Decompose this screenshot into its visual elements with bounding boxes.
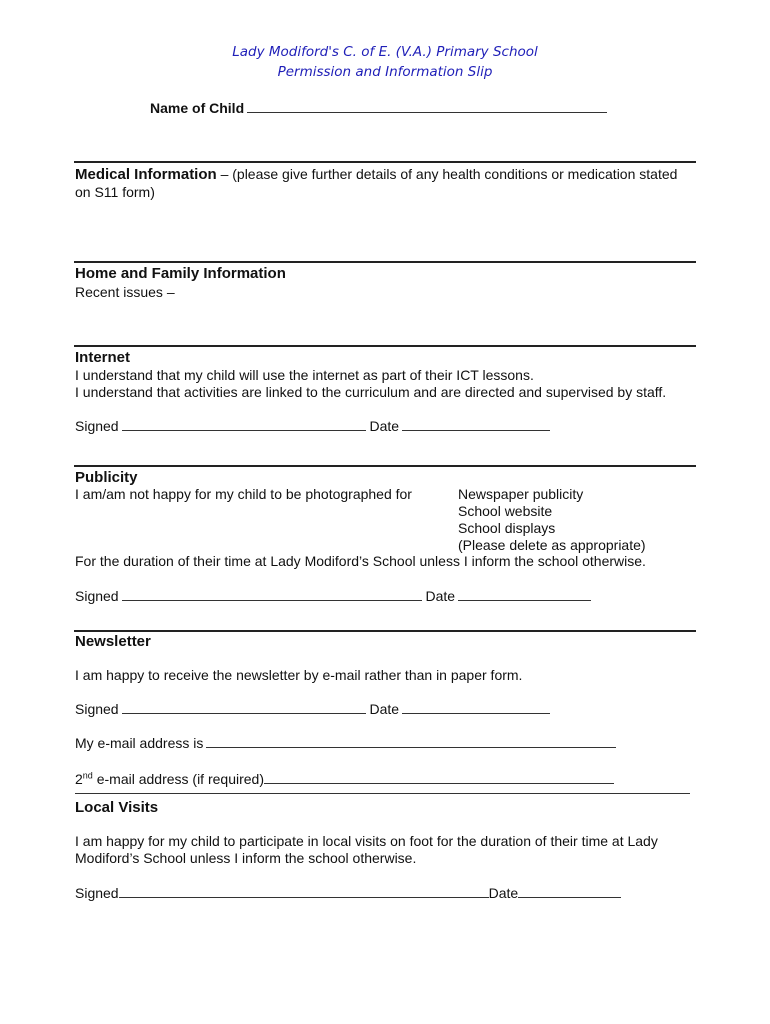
visits-line-2: Modiford’s School unless I inform the school otherwise. <box>75 850 417 866</box>
internet-line-2: I understand that activities are linked to the curriculum and are directed and supervised by staff. <box>75 384 667 400</box>
date-label: Date <box>488 885 519 901</box>
email-row <box>75 734 616 752</box>
publicity-option[interactable]: School displays <box>458 520 556 536</box>
publicity-signature-field[interactable] <box>122 587 422 601</box>
medical-heading: Medical Information <box>75 166 217 183</box>
divider <box>74 345 696 347</box>
publicity-instruction: (Please delete as appropriate) <box>458 537 646 553</box>
internet-date-field[interactable] <box>402 417 550 431</box>
divider <box>74 161 696 163</box>
publicity-option[interactable]: Newspaper publicity <box>458 486 584 502</box>
visits-line-1: I am happy for my child to participate in local visits on foot for the duration of their time at Lady <box>75 833 658 849</box>
home-heading: Home and Family Information <box>75 265 286 282</box>
internet-signature-field[interactable] <box>122 417 366 431</box>
school-name: Lady Modiford's C. of E. (V.A.) Primary School <box>232 44 538 60</box>
email2-field[interactable] <box>264 770 614 784</box>
email2-label: 2nd e-mail address (if required) <box>75 770 264 787</box>
email-label: My e-mail address is <box>75 735 204 751</box>
medical-row <box>75 166 677 183</box>
newsletter-heading: Newsletter <box>75 633 151 650</box>
child-name-field[interactable] <box>247 99 607 113</box>
newsletter-date-field[interactable] <box>402 700 550 714</box>
visits-date-field[interactable] <box>518 884 621 898</box>
publicity-heading: Publicity <box>75 469 138 486</box>
signed-label: Signed <box>75 885 119 901</box>
publicity-duration: For the duration of their time at Lady Modiford’s School unless I inform the school otherwise. <box>75 553 646 569</box>
publicity-statement: I am/am not happy for my child to be photographed for <box>75 486 412 502</box>
publicity-date-field[interactable] <box>458 587 591 601</box>
visits-sign-row <box>75 884 621 902</box>
child-name-row <box>150 99 607 117</box>
divider <box>74 261 696 263</box>
visits-heading: Local Visits <box>75 799 159 816</box>
medical-entry-area[interactable] <box>75 204 695 254</box>
publicity-option[interactable]: School website <box>458 503 553 519</box>
divider <box>75 783 690 794</box>
child-name-label: Name of Child <box>150 100 245 116</box>
form-title: Permission and Information Slip <box>277 64 493 80</box>
visits-signature-field[interactable] <box>119 884 489 898</box>
date-label: Date <box>425 588 456 604</box>
internet-sign-row <box>75 417 550 435</box>
signed-label: Signed <box>75 418 119 434</box>
newsletter-text: I am happy to receive the newsletter by e-mail rather than in paper form. <box>75 667 523 683</box>
signed-label: Signed <box>75 588 119 604</box>
signed-label: Signed <box>75 701 119 717</box>
medical-note-cont: on S11 form) <box>75 184 155 200</box>
publicity-sign-row <box>75 587 591 605</box>
newsletter-sign-row <box>75 700 550 718</box>
internet-line-1: I understand that my child will use the internet as part of their ICT lessons. <box>75 367 534 383</box>
recent-issues-label: Recent issues – <box>75 284 175 300</box>
internet-heading: Internet <box>75 349 131 366</box>
divider <box>74 465 696 467</box>
medical-note: – (please give further details of any health conditions or medication stated <box>216 166 678 182</box>
email-field[interactable] <box>206 734 616 748</box>
divider <box>74 630 696 632</box>
date-label: Date <box>369 701 400 717</box>
date-label: Date <box>369 418 400 434</box>
newsletter-signature-field[interactable] <box>122 700 366 714</box>
recent-issues-area[interactable] <box>75 303 695 341</box>
